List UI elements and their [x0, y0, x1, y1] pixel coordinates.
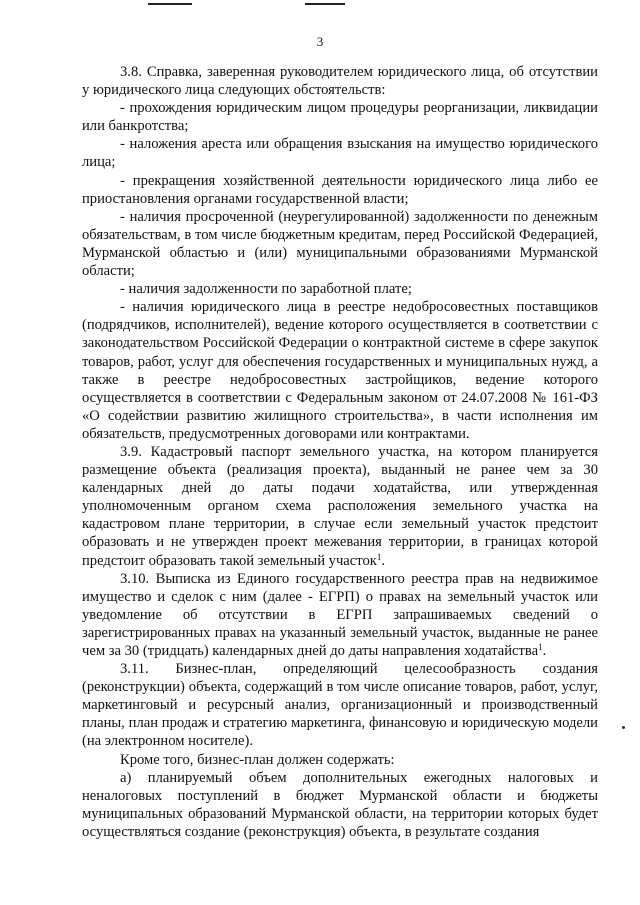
list-item: - прекращения хозяйственной деятельности юридического лица либо ее приостановления органами государственной власти; [82, 172, 598, 207]
footnote-ref: 1 [376, 551, 382, 562]
paragraph-3-11: 3.11. Бизнес-план, определяющий целесообразность создания (реконструкции) объекта, содержащий в том числе описание товаров, работ, услуг, маркетинговый и ресурсный анализ, организационный и производственный планы, план продаж и стратегию маркетинга, финансовую и юридическую модели (на электронном носителе). [82, 661, 598, 750]
top-edge-marks [0, 0, 640, 8]
margin-speck [622, 726, 625, 729]
top-mark-center [305, 3, 345, 5]
list-item: - наличия юридического лица в реестре недобросовестных поставщиков (подрядчиков, исполнителей), ведение которого осуществляется в соответствии с законодательством Российской Федерации о контрактной системе в сфере закупок товаров, работ, услуг для обеспечения государственных и муниципальных нужд, а также в реестре недобросовестных застройщиков, ведение которого осуществляется в соответствии с Федеральным законом от 24.07.2008 № 161-ФЗ «О содействии развитию жилищного строительства», в части исполнения им обязательств, предусмотренных договорами или контрактами. [82, 299, 598, 442]
paragraph-item-a: а) планируемый объем дополнительных ежегодных налоговых и неналоговых поступлений в бюджет Мурманской области и бюджеты муниципальных образований Мурманской области, на территории которых будет осуществляться создание (реконструкция) объекта, в результате создания [82, 769, 598, 840]
page-number: 3 [316, 34, 324, 49]
paragraph-3-8: 3.8. Справка, заверенная руководителем юридического лица, об отсутствии у юридического лица следующих обстоятельств: [82, 64, 598, 99]
paragraph-3-10: 3.10. Выписка из Единого государственного реестра прав на недвижимое имущество и сделок с ним (далее - ЕГРП) о правах на земельный участок или уведомление об отсутствии в ЕГРП запрашиваемых сведений о зарегистрированных правах на указанный земельный участок, выданные не ранее чем за 30 (тридцать) календарных дней до даты направления ходатайства$^1$. [82, 570, 598, 659]
document-body [82, 63, 598, 841]
top-mark-left [148, 3, 192, 5]
paragraph-3-9: 3.9. Кадастровый паспорт земельного участка, на котором планируется размещение объекта (реализация проекта), выданный не ранее чем за 30 календарных дней до даты подачи ходатайства, или утвержденная уполномоченным органом схема расположения земельного участка на кадастровом плане территории, в случае если земельный участок предстоит образовать и не утвержден проект межевания территории, в границах которой предстоит образовать такой земельный участок$^1$. [82, 443, 598, 569]
list-item: - прохождения юридическим лицом процедуры реорганизации, ликвидации или банкротства; [82, 100, 598, 135]
list-item: - наличия задолженности по заработной плате; [120, 281, 412, 298]
footnote-ref: 1 [538, 642, 543, 652]
list-item: - наложения ареста или обращения взыскания на имущество юридического лица; [82, 136, 598, 171]
list-item: - наличия просроченной (неурегулированной) задолженности по денежным обязательствам, в том числе бюджетным кредитам, перед Российской Федерацией, Мурманской областью и (или) муниципальными образованиями Мурманской области; [82, 208, 598, 280]
paragraph-business-plan-intro: Кроме того, бизнес-план должен содержать: [120, 751, 395, 768]
